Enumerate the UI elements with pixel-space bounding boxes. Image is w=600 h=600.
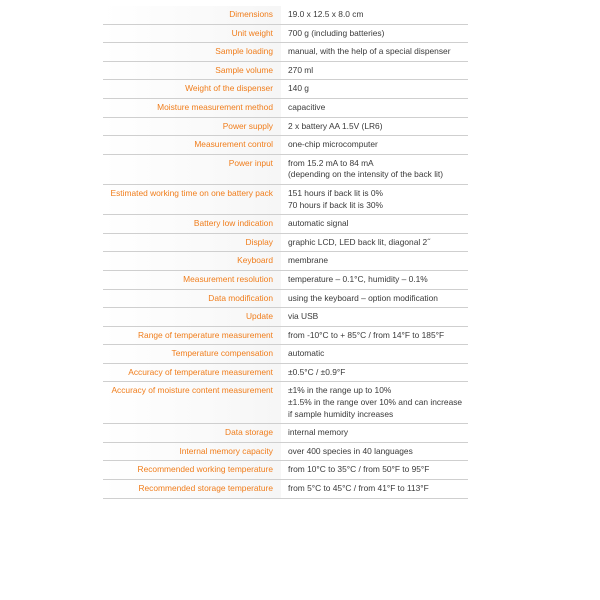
spec-label: Accuracy of moisture content measurement <box>103 382 281 424</box>
spec-value: 140 g <box>281 80 468 99</box>
spec-row <box>103 270 468 289</box>
spec-value: using the keyboard – option modification <box>281 289 468 308</box>
spec-label: Moisture measurement method <box>103 98 281 117</box>
spec-row <box>103 363 468 382</box>
spec-label: Keyboard <box>103 252 281 271</box>
spec-label: Power supply <box>103 117 281 136</box>
spec-row <box>103 345 468 364</box>
spec-label: Recommended storage temperature <box>103 480 281 499</box>
spec-label: Dimensions <box>103 6 281 24</box>
spec-row <box>103 326 468 345</box>
spec-value: ±0.5°C / ±0.9°F <box>281 363 468 382</box>
spec-value: one-chip microcomputer <box>281 136 468 155</box>
spec-label: Internal memory capacity <box>103 442 281 461</box>
spec-value: automatic signal <box>281 215 468 234</box>
spec-row <box>103 43 468 62</box>
spec-value: 2 x battery AA 1.5V (LR6) <box>281 117 468 136</box>
spec-row <box>103 80 468 99</box>
spec-label: Measurement resolution <box>103 270 281 289</box>
spec-value: membrane <box>281 252 468 271</box>
spec-value: internal memory <box>281 424 468 443</box>
spec-label: Sample volume <box>103 61 281 80</box>
spec-value: manual, with the help of a special dispenser <box>281 43 468 62</box>
spec-row <box>103 289 468 308</box>
spec-label: Unit weight <box>103 24 281 43</box>
spec-row <box>103 184 468 214</box>
spec-row <box>103 480 468 499</box>
spec-value: via USB <box>281 308 468 327</box>
spec-value: ±1% in the range up to 10% ±1.5% in the range over 10% and can increase if sample humidity increases <box>281 382 468 424</box>
spec-value: 151 hours if back lit is 0% 70 hours if back lit is 30% <box>281 184 468 214</box>
spec-label: Battery low indication <box>103 215 281 234</box>
spec-value: over 400 species in 40 languages <box>281 442 468 461</box>
spec-value: from -10°C to + 85°C / from 14°F to 185°F <box>281 326 468 345</box>
spec-value: 19.0 x 12.5 x 8.0 cm <box>281 6 468 24</box>
spec-label: Data storage <box>103 424 281 443</box>
spec-value: graphic LCD, LED back lit, diagonal 2˝ <box>281 233 468 252</box>
spec-label: Temperature compensation <box>103 345 281 364</box>
spec-value: 270 ml <box>281 61 468 80</box>
spec-label: Power input <box>103 154 281 184</box>
spec-label: Weight of the dispenser <box>103 80 281 99</box>
spec-row <box>103 24 468 43</box>
spec-value: from 5°C to 45°C / from 41°F to 113°F <box>281 480 468 499</box>
spec-value: 700 g (including batteries) <box>281 24 468 43</box>
spec-label: Data modification <box>103 289 281 308</box>
spec-row <box>103 154 468 184</box>
spec-row <box>103 215 468 234</box>
spec-row <box>103 233 468 252</box>
spec-value: capacitive <box>281 98 468 117</box>
spec-row <box>103 117 468 136</box>
spec-label: Display <box>103 233 281 252</box>
spec-label: Range of temperature measurement <box>103 326 281 345</box>
spec-label: Update <box>103 308 281 327</box>
spec-value: from 15.2 mA to 84 mA (depending on the intensity of the back lit) <box>281 154 468 184</box>
spec-value: automatic <box>281 345 468 364</box>
spec-row <box>103 461 468 480</box>
spec-row <box>103 6 468 24</box>
spec-value: temperature – 0.1°C, humidity – 0.1% <box>281 270 468 289</box>
spec-row <box>103 61 468 80</box>
spec-row <box>103 98 468 117</box>
spec-row <box>103 136 468 155</box>
spec-row <box>103 252 468 271</box>
spec-label: Estimated working time on one battery pack <box>103 184 281 214</box>
spec-table <box>103 6 468 499</box>
spec-row <box>103 424 468 443</box>
spec-label: Accuracy of temperature measurement <box>103 363 281 382</box>
spec-row <box>103 442 468 461</box>
spec-row <box>103 308 468 327</box>
spec-value: from 10°C to 35°C / from 50°F to 95°F <box>281 461 468 480</box>
spec-label: Recommended working temperature <box>103 461 281 480</box>
spec-row <box>103 382 468 424</box>
spec-table-body <box>103 6 468 498</box>
spec-label: Sample loading <box>103 43 281 62</box>
spec-label: Measurement control <box>103 136 281 155</box>
